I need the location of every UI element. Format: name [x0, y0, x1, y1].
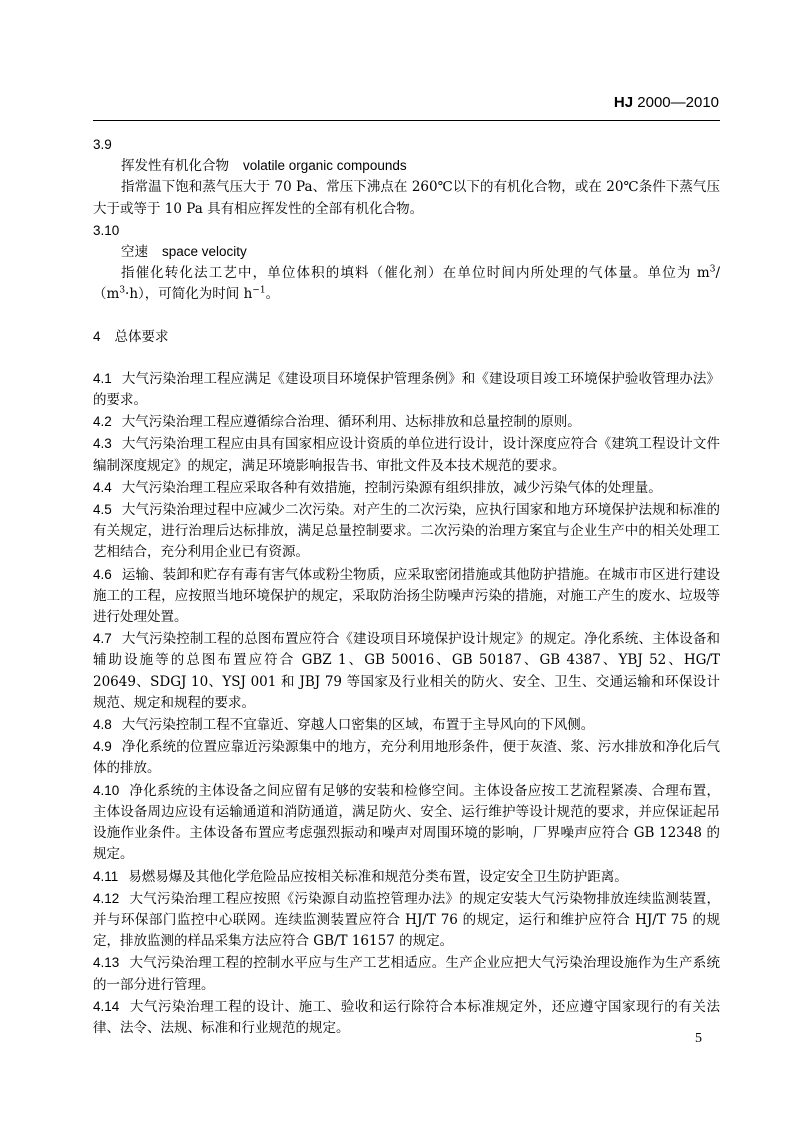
definition-3-9: [93, 134, 720, 220]
definition-text: [93, 263, 720, 305]
term-chinese: 空速: [121, 244, 148, 261]
clause-item: [93, 736, 720, 779]
definition-3-10: [93, 220, 720, 306]
clause-number: 4.12: [93, 890, 120, 906]
clause-text: 大气污染治理工程应由具有国家相应设计资质的单位进行设计，设计深度应符合《建筑工程设计文件编制深度规定》的规定，满足环境影响报告书、审批文件及本技术规范的要求。: [93, 436, 720, 474]
definition-number: 3.10: [93, 222, 120, 238]
clause-number: 4.4: [93, 479, 112, 495]
clause-number: 4.8: [93, 717, 112, 733]
clause-item: [93, 866, 720, 888]
clause-item: [93, 433, 720, 476]
clause-text: 大气污染治理工程应满足《建设项目环境保护管理条例》和《建设项目竣工环境保护验收管理办法》的要求。: [93, 370, 720, 409]
page-number: 5: [695, 1031, 702, 1046]
clause-text: 运输、装卸和贮存有毒有害气体或粉尘物质，应采取密闭措施或其他防护措施。在城市市区进行建设施工的工程，应按照当地环境保护的规定，采取防治扬尘防噪声污染的措施，对施工产生的废水、垃圾等进行处理处置。: [93, 566, 720, 626]
clause-text: 大气污染治理过程中应减少二次污染。对产生的二次污染，应执行国家和地方环境保护法规和标准的有关规定，进行治理后达标排放，满足总量控制要求。二次污染的治理方案宜与企业生产中的相关处理工艺相结合，充分利用企业已有资源。: [93, 502, 720, 561]
text-part: /（m: [93, 265, 720, 303]
standard-code-prefix: HJ: [613, 94, 634, 111]
clause-text: 净化系统的主体设备之间应留有足够的安装和检修空间。主体设备应按工艺流程紧凑、合理布置，主体设备周边应设有运输通道和消防通道，满足防火、安全、运行维护等设计规范的要求，并应保证起吊设施作业条件。主体设备布置应考虑强烈振动和噪声对周围环境的影响，厂界噪声应符合 GB 12348 的规定。: [93, 782, 720, 863]
clause-list: [93, 368, 720, 1039]
clause-text: 大气污染治理工程应按照《污染源自动监控管理办法》的规定安装大气污染物排放连续监测装置，并与环保部门监控中心联网。连续监测装置应符合 HJ/T 76 的规定，运行和维护应符合 HJ/T 75 的规定，排放监测的样品采集方法应符合 GB/T 16157 的规定。: [93, 890, 720, 950]
clause-item: [93, 411, 720, 433]
clause-item: [93, 368, 720, 411]
clause-number: 4.9: [93, 739, 112, 755]
clause-number: 4.7: [93, 631, 112, 647]
clause-item: [93, 628, 720, 714]
term-english: space velocity: [162, 244, 247, 260]
clause-number: 4.10: [93, 782, 120, 798]
clause-text: 大气污染控制工程的总图布置应符合《建设项目环境保护设计规定》的规定。净化系统、主体设备和辅助设施等的总图布置应符合 GBZ 1、GB 50016、GB 50187、GB 4387、YBJ 52、HG/T 20649、SDGJ 10、YSJ 001 和 JBJ 79 等国家及行业相关的防火、安全、卫生、交通运输和环保设计规范、规定和规程的要求。: [93, 631, 720, 711]
clause-item: [93, 477, 720, 499]
section-heading: [93, 326, 720, 348]
superscript: 3: [709, 264, 716, 275]
definition-number: 3.9: [93, 137, 112, 152]
clause-item: [93, 564, 720, 629]
clause-text: 大气污染治理工程的控制水平应与生产工艺相适应。生产企业应把大气污染治理设施作为生产系统的一部分进行管理。: [93, 955, 720, 993]
clause-item: [93, 996, 720, 1039]
clause-number: 4.2: [93, 414, 112, 430]
section-number: 4: [93, 328, 101, 344]
clause-text: 大气污染治理工程的设计、施工、验收和运行除符合本标准规定外，还应遵守国家现行的有关法律、法令、法规、标准和行业规范的规定。: [93, 998, 720, 1036]
text-part: 。: [265, 286, 280, 303]
clause-item: [93, 499, 720, 564]
definition-term: [121, 155, 720, 177]
header-divider: [93, 120, 720, 121]
clause-text: 大气污染控制工程不宜靠近、穿越人口密集的区域，布置于主导风向的下风侧。: [121, 717, 595, 734]
term-english: volatile organic compounds: [243, 158, 407, 174]
clause-item: [93, 888, 720, 953]
clause-text: 易燃易爆及其他化学危险品应按相关标准和规范分类布置，设定安全卫生防护距离。: [128, 868, 628, 885]
standard-code: [614, 94, 719, 111]
clause-number: 4.5: [93, 502, 112, 518]
clause-text: 大气污染治理工程应采取各种有效措施，控制污染源有组织排放，减少污染气体的处理量。: [121, 479, 662, 496]
clause-item: [93, 714, 720, 736]
clause-number: 4.13: [93, 955, 120, 971]
clause-text: 净化系统的位置应靠近污染源集中的地方，充分利用地形条件，便于灰渣、浆、污水排放和净化后气体的排放。: [93, 739, 720, 777]
superscript: 3: [119, 285, 126, 296]
definition-text: 指常温下饱和蒸气压大于 70 Pa、常压下沸点在 260℃以下的有机化合物，或在 20℃条件下蒸气压大于或等于 10 Pa 具有相应挥发性的全部有机化合物。: [93, 179, 720, 217]
term-chinese: 挥发性有机化合物: [121, 158, 229, 175]
clause-number: 4.14: [93, 998, 120, 1014]
clause-number: 4.3: [93, 436, 112, 452]
clause-number: 4.1: [93, 370, 112, 386]
clause-number: 4.6: [93, 566, 112, 582]
superscript: −1: [252, 285, 266, 296]
clause-item: [93, 780, 720, 866]
text-part: 指催化转化法工艺中，单位体积的填料（催化剂）在单位时间内所处理的气体量。单位为 m: [121, 265, 710, 282]
standard-code-number: 2000—2010: [633, 94, 719, 111]
clause-text: 大气污染治理工程应遵循综合治理、循环利用、达标排放和总量控制的原则。: [121, 414, 581, 431]
clause-item: [93, 952, 720, 995]
definition-term: [121, 241, 720, 263]
clause-number: 4.11: [93, 868, 119, 884]
text-part: ·h），可简化为时间 h: [125, 286, 253, 303]
page-content: [93, 134, 720, 1039]
section-title: 总体要求: [114, 328, 169, 345]
